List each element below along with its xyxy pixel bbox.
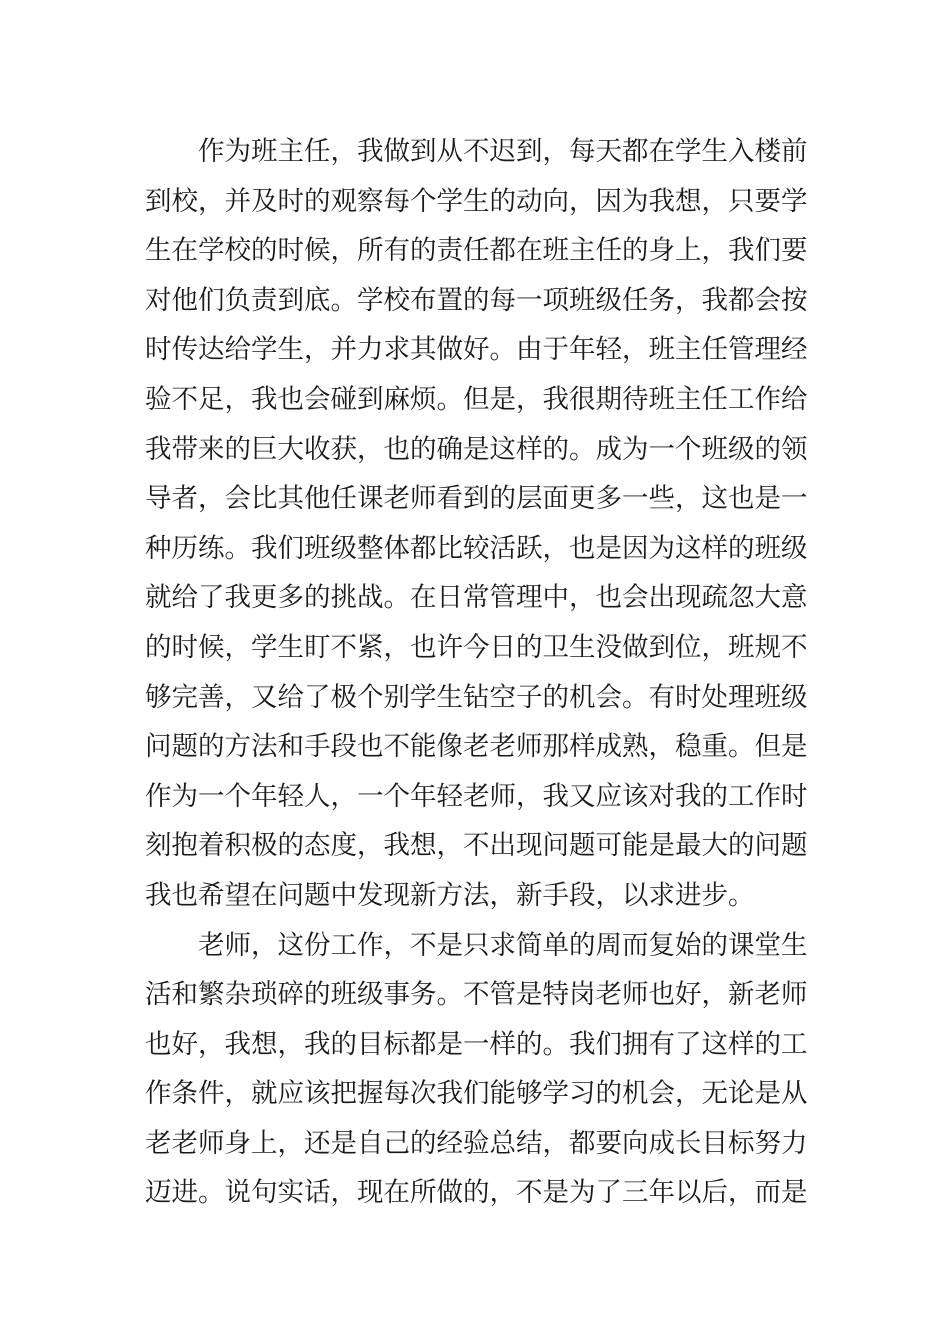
text-line: 的时候，学生盯不紧，也许今日的卫生没做到位，班规不 xyxy=(145,631,808,663)
text-line: 种历练。我们班级整体都比较活跃，也是因为这样的班级 xyxy=(145,532,808,564)
text-line: 刻抱着积极的态度，我想，不出现问题可能是最大的问题 xyxy=(145,830,808,862)
text-line: 作为班主任，我做到从不迟到，每天都在学生入楼前 xyxy=(198,136,808,167)
text-line: 活和繁杂琐碎的班级事务。不管是特岗老师也好，新老师 xyxy=(145,979,808,1011)
text-line: 到校，并及时的观察每个学生的动向，因为我想，只要学 xyxy=(145,185,808,217)
text-line: 作为一个年轻人，一个年轻老师，我又应该对我的工作时 xyxy=(145,780,808,812)
text-line: 我也希望在问题中发现新方法，新手段，以求进步。 xyxy=(145,879,755,911)
text-line: 对他们负责到底。学校布置的每一项班级任务，我都会按 xyxy=(145,284,808,316)
text-line: 我带来的巨大收获，也的确是这样的。成为一个班级的领 xyxy=(145,433,808,465)
text-line: 迈进。说句实话，现在所做的，不是为了三年以后，而是 xyxy=(145,1177,808,1209)
text-line: 验不足，我也会碰到麻烦。但是，我很期待班主任工作给 xyxy=(145,383,808,415)
paragraph-2 xyxy=(145,921,810,1219)
text-line: 老师，这份工作，不是只求简单的周而复始的课堂生 xyxy=(198,929,808,961)
document-body xyxy=(145,127,810,1218)
text-line: 作条件，就应该把握每次我们能够学习的机会，无论是从 xyxy=(145,1078,808,1110)
text-line: 老老师身上，还是自己的经验总结，都要向成长目标努力 xyxy=(145,1127,808,1159)
text-line: 生在学校的时候，所有的责任都在班主任的身上，我们要 xyxy=(145,235,808,267)
text-line: 时传达给学生，并力求其做好。由于年轻，班主任管理经 xyxy=(145,334,808,366)
paragraph-1 xyxy=(145,127,810,921)
text-line: 就给了我更多的挑战。在日常管理中，也会出现疏忽大意 xyxy=(145,582,808,614)
text-line: 问题的方法和手段也不能像老老师那样成熟，稳重。但是 xyxy=(145,731,808,763)
text-line: 也好，我想，我的目标都是一样的。我们拥有了这样的工 xyxy=(145,1028,808,1060)
text-line: 导者，会比其他任课老师看到的层面更多一些，这也是一 xyxy=(145,483,808,515)
text-line: 够完善，又给了极个别学生钻空子的机会。有时处理班级 xyxy=(145,681,808,713)
